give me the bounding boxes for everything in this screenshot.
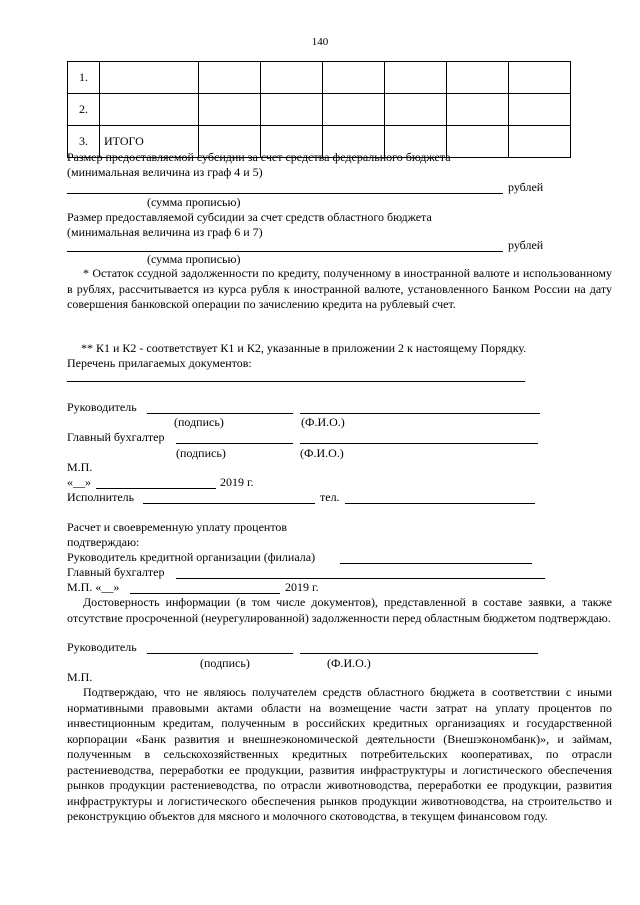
bank-date-year: 2019 г. — [285, 580, 319, 594]
federal-amount-caption: (сумма прописью) — [147, 195, 241, 209]
date-line[interactable] — [96, 488, 216, 489]
final-stamp-label: М.П. — [67, 670, 93, 684]
bank-confirm-line2: подтверждаю: — [67, 535, 140, 549]
row-number: 3. — [68, 126, 100, 158]
name-caption: (Ф.И.О.) — [300, 446, 344, 460]
head-label: Руководитель — [67, 400, 137, 414]
phone-label: тел. — [320, 490, 340, 504]
footnote-currency: * Остаток ссудной задолженности по кредиту, полученному в иностранной валюте и использованному в рублях, рассчитывается из курса рубля к иностранной валюте, установленного Банком России на дату совершения банковской операции по зачислению кредита на рублевый счет. — [67, 266, 612, 311]
page-number: 140 — [311, 36, 329, 48]
declaration-paragraph: Подтверждаю, что не являюсь получателем средств областного бюджета в соответствии с иными нормативными правовыми актами области на возмещение части затрат на уплату процентов по инвестиционным кредитам, полученным в российских кредитных организациях и государственной корпорации «Банк развития и внешнеэкономической деятельности (Внешэкономбанк)», и займам, полученным в сельскохозяйственных кредитных потребительских кооперативах, по отрасли растениеводства, переработки ее продукции, развития инфраструктуры и логистического обеспечения рынков продукции растениеводства, по отрасли животноводства, переработки ее продукции, развития инфраструктуры и логистического обеспечения рынков продукции животноводства, на строительство и реконструкцию объектов для мясного и молочного скотоводства, в текущем финансовом году. — [67, 685, 612, 823]
bank-date-line[interactable] — [130, 593, 280, 594]
regional-subsidy-heading: Размер предоставляемой субсидии за счет средств областного бюджета — [67, 210, 432, 224]
table-row — [68, 94, 571, 126]
head-signature-line[interactable] — [147, 413, 293, 414]
name-caption: (Ф.И.О.) — [327, 656, 371, 670]
documents-label: Перечень прилагаемых документов: — [67, 356, 252, 370]
accountant-signature-line[interactable] — [176, 443, 293, 444]
footnote-k1-k2: ** К1 и К2 - соответствует К1 и К2, указанные в приложении 2 к настоящему Порядку. — [81, 341, 527, 355]
accountant-name-line[interactable] — [300, 443, 538, 444]
federal-subsidy-note: (минимальная величина из граф 4 и 5) — [67, 165, 263, 179]
federal-subsidy-heading: Размер предоставляемой субсидии за счет средства федерального бюджета — [67, 150, 451, 164]
executor-label: Исполнитель — [67, 490, 135, 504]
head-name-line[interactable] — [300, 413, 540, 414]
row-label — [100, 62, 199, 94]
row-number: 1. — [68, 62, 100, 94]
phone-line[interactable] — [345, 503, 535, 504]
chief-accountant-label: Главный бухгалтер — [67, 430, 165, 444]
signature-caption: (подпись) — [176, 446, 226, 460]
regional-unit: рублей — [508, 238, 544, 252]
documents-line[interactable] — [67, 381, 525, 382]
bank-accountant-line[interactable] — [176, 578, 545, 579]
final-head-label: Руководитель — [67, 640, 137, 654]
final-name-line[interactable] — [300, 653, 538, 654]
row-number: 2. — [68, 94, 100, 126]
bank-head-label: Руководитель кредитной организации (филиала) — [67, 550, 316, 564]
regional-subsidy-note: (минимальная величина из граф 6 и 7) — [67, 225, 263, 239]
row-label — [100, 94, 199, 126]
final-signature-line[interactable] — [147, 653, 293, 654]
executor-line[interactable] — [143, 503, 315, 504]
date-year: 2019 г. — [220, 475, 254, 489]
table-row — [68, 62, 571, 94]
bank-stamp-date: М.П. «__» — [67, 580, 120, 594]
bank-confirm-line1: Расчет и своевременную уплату процентов — [67, 520, 288, 534]
name-caption: (Ф.И.О.) — [301, 415, 345, 429]
subsidy-table — [67, 61, 571, 158]
bank-head-line[interactable] — [340, 563, 532, 564]
reliability-statement: Достоверность информации (в том числе документов), представленной в составе заявки, а также отсутствие просроченной (неурегулированной) задолженности перед областным бюджетом подтверждаю. — [67, 595, 612, 625]
regional-amount-caption: (сумма прописью) — [147, 252, 241, 266]
signature-caption: (подпись) — [174, 415, 224, 429]
federal-unit: рублей — [508, 180, 544, 194]
federal-amount-line[interactable] — [67, 193, 503, 194]
regional-amount-line[interactable] — [67, 251, 503, 252]
stamp-label: М.П. — [67, 460, 93, 474]
bank-accountant-label: Главный бухгалтер — [67, 565, 165, 579]
signature-caption: (подпись) — [200, 656, 250, 670]
row-label: ИТОГО — [100, 126, 199, 158]
date-prefix: «__» — [67, 475, 91, 489]
